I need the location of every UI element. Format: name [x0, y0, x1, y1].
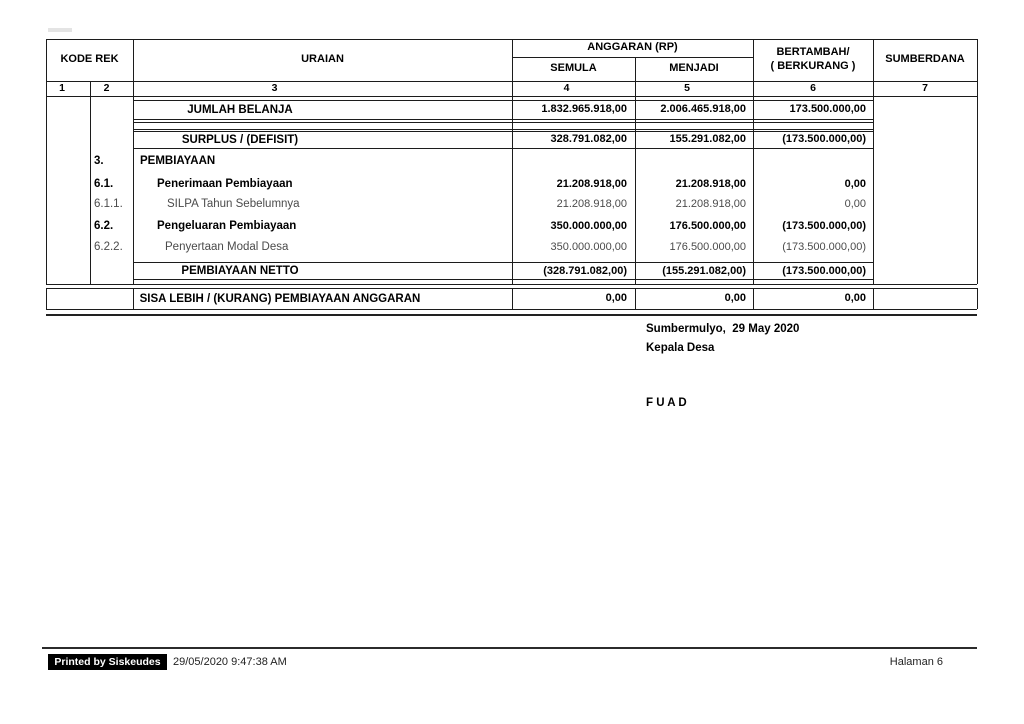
header-uraian: URAIAN	[301, 53, 344, 66]
grid-line	[873, 288, 874, 309]
row-uraian: Penerimaan Pembiayaan	[157, 178, 293, 190]
scan-artifact	[48, 28, 72, 32]
box-line	[133, 279, 873, 280]
print-datetime: 29/05/2020 9:47:38 AM	[173, 656, 287, 668]
header-sumberdana: SUMBERDANA	[885, 53, 965, 66]
row-label-surplus-defisit: SURPLUS / (DEFISIT)	[181, 133, 299, 146]
header-bertambah-berkurang	[753, 39, 873, 81]
value-semula: 21.208.918,00	[556, 198, 627, 210]
value-semula: 350.000.000,00	[550, 241, 627, 253]
page-number: Halaman 6	[889, 656, 943, 668]
value-berkurang: (173.500.000,00)	[782, 220, 866, 232]
table-final-rule	[46, 314, 977, 316]
colnum-6: 6	[810, 81, 816, 94]
row-label-jumlah-belanja: JUMLAH BELANJA	[187, 103, 293, 116]
value-berkurang: (173.500.000,00)	[782, 241, 866, 253]
value-menjadi: 155.291.082,00	[669, 133, 746, 145]
signature-title: Kepala Desa	[646, 342, 715, 354]
row-kode: 3.	[94, 155, 104, 167]
header-semula: SEMULA	[550, 62, 597, 75]
printed-by-badge: Printed by Siskeudes	[48, 654, 167, 670]
row-uraian: Pengeluaran Pembiayaan	[157, 220, 297, 232]
grid-line	[977, 39, 978, 284]
value-berkurang: 0,00	[844, 292, 866, 304]
colnum-1: 1	[59, 81, 65, 94]
value-menjadi: (155.291.082,00)	[662, 265, 746, 277]
box-line	[133, 119, 873, 120]
footer-separator	[42, 647, 977, 649]
header-kode-rek: KODE REK	[60, 53, 119, 66]
header-bertambah-line1: BERTAMBAH/	[776, 46, 850, 59]
grid-line	[90, 81, 91, 284]
row-uraian: Penyertaan Modal Desa	[165, 241, 289, 253]
value-berkurang: 173.500.000,00	[789, 103, 866, 115]
grid-line	[46, 288, 47, 309]
value-berkurang: (173.500.000,00)	[782, 265, 866, 277]
header-bertambah-line2: ( BERKURANG )	[770, 60, 856, 72]
value-menjadi: 21.208.918,00	[675, 198, 746, 210]
value-semula: 350.000.000,00	[550, 220, 627, 232]
row-kode: 6.1.	[94, 178, 114, 190]
value-berkurang: 0,00	[844, 178, 866, 190]
colnum-4: 4	[563, 81, 570, 94]
table-bottom-border	[46, 284, 977, 285]
box-line	[133, 148, 873, 149]
signature-place-date: Sumbermulyo, 29 May 2020	[646, 323, 800, 335]
value-menjadi: 176.500.000,00	[669, 220, 746, 232]
colnum-2: 2	[103, 81, 110, 94]
value-menjadi: 2.006.465.918,00	[660, 103, 746, 115]
signature-name: F U A D	[646, 397, 687, 409]
value-semula: (328.791.082,00)	[543, 265, 627, 277]
value-semula: 21.208.918,00	[556, 178, 627, 190]
value-menjadi: 176.500.000,00	[669, 241, 746, 253]
row-kode: 6.2.	[94, 220, 114, 232]
value-semula: 328.791.082,00	[550, 133, 627, 145]
row-uraian: PEMBIAYAAN	[140, 155, 216, 167]
box-line	[133, 129, 873, 130]
value-berkurang: 0,00	[844, 198, 866, 210]
row-kode: 6.2.2.	[94, 241, 123, 253]
header-anggaran: ANGGARAN (RP)	[587, 41, 678, 54]
value-semula: 0,00	[605, 292, 627, 304]
box-line	[133, 122, 873, 123]
colnum-3: 3	[271, 81, 278, 94]
colnum-7: 7	[922, 81, 928, 94]
row-label-sisa-lebih: SISA LEBIH / (KURANG) PEMBIAYAAN ANGGARAN	[139, 293, 421, 305]
sisa-bottom-border	[46, 309, 977, 310]
value-semula: 1.832.965.918,00	[541, 103, 627, 115]
row-kode: 6.1.1.	[94, 198, 123, 210]
row-uraian: SILPA Tahun Sebelumnya	[167, 198, 300, 210]
value-menjadi: 0,00	[724, 292, 746, 304]
row-label-pembiayaan-netto: PEMBIAYAAN NETTO	[181, 264, 299, 277]
header-menjadi: MENJADI	[669, 62, 719, 75]
value-berkurang: (173.500.000,00)	[782, 133, 866, 145]
grid-line	[977, 288, 978, 309]
value-menjadi: 21.208.918,00	[675, 178, 746, 190]
colnum-5: 5	[684, 81, 690, 94]
